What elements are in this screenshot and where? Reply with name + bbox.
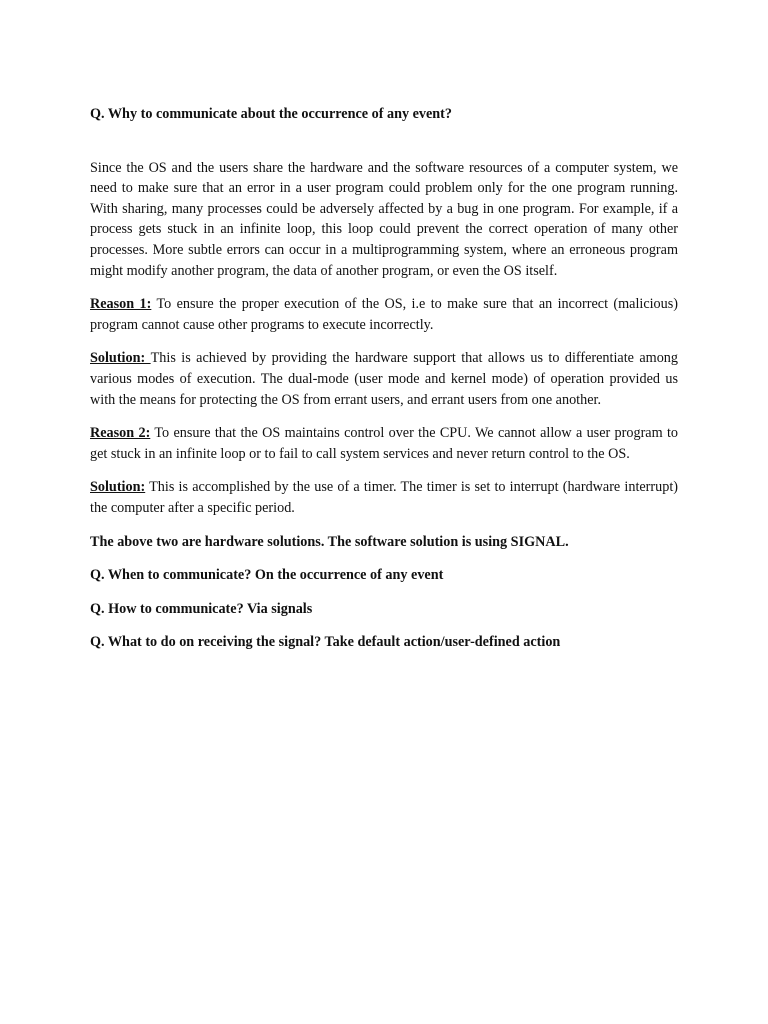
reason-1-paragraph <box>90 294 678 335</box>
question-when-communicate: Q. When to communicate? On the occurrence of any event <box>90 567 444 584</box>
reason-1-text: To ensure the proper execution of the OS, i.e to make sure that an incorrect (malicious) program cannot cause other programs to execute incorrectly. <box>90 296 678 333</box>
reason-1-label: Reason 1: <box>90 296 152 313</box>
solution-1-paragraph <box>90 348 678 410</box>
reason-2-text: To ensure that the OS maintains control over the CPU. We cannot allow a user program to get stuck in an infinite loop or to fail to call system services and never return control to the OS. <box>90 425 678 462</box>
question-what-to-do: Q. What to do on receiving the signal? Take default action/user-defined action <box>90 634 561 651</box>
summary-line: The above two are hardware solutions. The software solution is using SIGNAL. <box>90 533 569 550</box>
question-why-communicate: Q. Why to communicate about the occurrence of any event? <box>90 106 452 122</box>
reason-2-label: Reason 2: <box>90 425 151 442</box>
solution-2-paragraph <box>90 477 678 518</box>
question-how-communicate: Q. How to communicate? Via signals <box>90 600 313 617</box>
solution-1-label: Solution: <box>90 350 151 367</box>
intro-paragraph: Since the OS and the users share the hardware and the software resources of a computer system, we need to make sure that an error in a user program could problem only for the one program running. With sharing, many processes could be adversely affected by a bug in one program. For example, if a process gets stuck in an infinite loop, this loop could prevent the correct operation of many other processes. More subtle errors can occur in a multiprogramming system, where an erroneous program might modify another program, the data of another program, or even the OS itself. <box>90 159 678 279</box>
solution-1-text: This is achieved by providing the hardware support that allows us to differentiate among various modes of execution. The dual-mode (user mode and kernel mode) of operation provided us with the means for protecting the OS from errant users, and errant users from one another. <box>90 350 678 408</box>
reason-2-paragraph <box>90 423 678 464</box>
solution-2-label: Solution: <box>90 479 146 496</box>
solution-2-text: This is accomplished by the use of a timer. The timer is set to interrupt (hardware interrupt) the computer after a specific period. <box>90 479 678 516</box>
document-body <box>90 104 678 666</box>
